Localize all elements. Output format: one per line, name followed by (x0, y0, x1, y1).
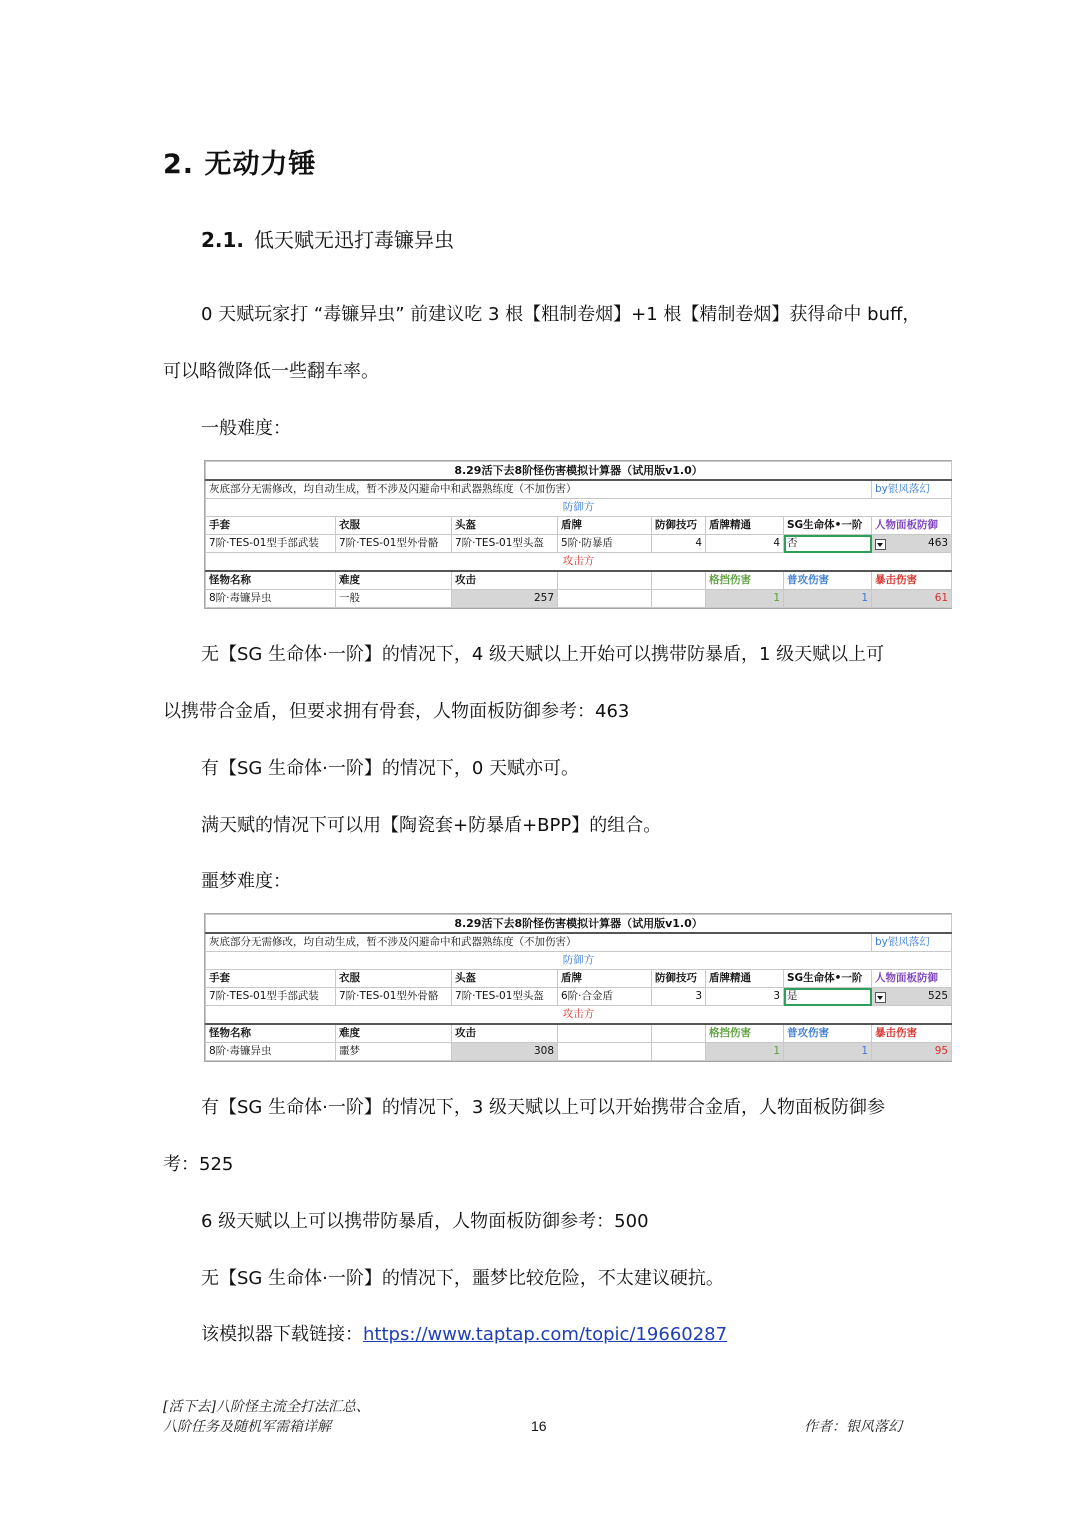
monster-header-cell: 难度 (336, 1024, 452, 1043)
shield-mastery-cell[interactable]: 3 (706, 988, 784, 1006)
monster-header-cell: 怪物名称 (206, 1024, 336, 1043)
helmet-cell[interactable]: 7阶·TES-01型头盔 (452, 535, 558, 553)
section-number: 2. (163, 149, 195, 180)
monster-name-cell[interactable]: 8阶·毒镰异虫 (206, 1043, 336, 1061)
header-cell: 人物面板防御 (872, 970, 952, 988)
intro-line-1: 0 天赋玩家打 “毒镰异虫” 前建议吃 3 根【粗制卷烟】+1 根【精制卷烟】获得命中 buff， (201, 304, 921, 325)
difficulty-cell[interactable]: 一般 (336, 590, 452, 608)
header-cell: 衣服 (336, 970, 452, 988)
page-number: 16 (531, 1418, 547, 1434)
subsection-heading (201, 224, 454, 253)
attack-cell: 257 (452, 590, 558, 608)
monster-name-cell[interactable]: 8阶·毒镰异虫 (206, 590, 336, 608)
defender-section-label: 防御方 (206, 952, 952, 970)
calculator-note: 灰底部分无需修改，均自动生成，暂不涉及闪避命中和武器熟练度（不加伤害） (206, 480, 872, 499)
crit-damage-cell: 95 (872, 1043, 952, 1061)
calculator-credit: by银风落幻 (872, 480, 952, 499)
para-b1-line2: 考：525 (163, 1154, 234, 1175)
attack-cell: 308 (452, 1043, 558, 1061)
intro-line-2: 可以略微降低一些翻车率。 (163, 361, 379, 382)
header-cell: 人物面板防御 (872, 517, 952, 535)
monster-header-cell: 怪物名称 (206, 571, 336, 590)
header-cell: SG生命体•一阶 (784, 970, 872, 988)
monster-header-cell (652, 571, 706, 590)
empty-cell (558, 590, 652, 608)
section-title: 无动力锤 (204, 149, 317, 180)
para-a1-line2: 以携带合金盾，但要求拥有骨套，人物面板防御参考：463 (163, 701, 630, 722)
block-damage-cell: 1 (706, 1043, 784, 1061)
subsection-number: 2.1. (201, 228, 245, 252)
header-cell: 盾牌 (558, 517, 652, 535)
monster-header-cell: 攻击 (452, 1024, 558, 1043)
normal-damage-cell: 1 (784, 1043, 872, 1061)
sg-life-select-cell[interactable]: 是 (784, 988, 872, 1006)
download-line (201, 1320, 727, 1346)
calculator-title: 8.29活下去8阶怪伤害模拟计算器（试用版v1.0） (206, 915, 952, 934)
normal-difficulty-label: 一般难度： (201, 418, 291, 439)
monster-header-cell (558, 1024, 652, 1043)
shield-cell[interactable]: 5阶·防暴盾 (558, 535, 652, 553)
download-prefix: 该模拟器下载链接： (201, 1324, 363, 1345)
monster-header-cell: 格挡伤害 (706, 1024, 784, 1043)
header-cell: 盾牌精通 (706, 517, 784, 535)
attacker-section-label: 攻击方 (206, 1006, 952, 1025)
shield-cell[interactable]: 6阶·合金盾 (558, 988, 652, 1006)
glove-cell[interactable]: 7阶·TES-01型手部武装 (206, 535, 336, 553)
header-cell: 衣服 (336, 517, 452, 535)
defense-skill-cell[interactable]: 4 (652, 535, 706, 553)
footer-title-line1: [活下去]八阶怪主流全打法汇总、 (163, 1399, 370, 1415)
attacker-section-label: 攻击方 (206, 553, 952, 572)
subsection-title: 低天赋无迅打毒镰异虫 (254, 228, 455, 252)
panel-defense-cell (872, 535, 952, 553)
monster-header-cell (652, 1024, 706, 1043)
header-cell: SG生命体•一阶 (784, 517, 872, 535)
header-cell: 手套 (206, 970, 336, 988)
panel-defense-cell (872, 988, 952, 1006)
shield-mastery-cell[interactable]: 4 (706, 535, 784, 553)
panel-defense-value: 463 (928, 537, 949, 549)
header-cell: 盾牌 (558, 970, 652, 988)
dropdown-arrow-icon[interactable] (875, 992, 886, 1003)
panel-defense-value: 525 (928, 990, 949, 1002)
para-a2: 有【SG 生命体·一阶】的情况下，0 天赋亦可。 (201, 758, 579, 779)
footer-left (163, 1396, 370, 1436)
calculator-note: 灰底部分无需修改，均自动生成，暂不涉及闪避命中和武器熟练度（不加伤害） (206, 933, 872, 952)
glove-cell[interactable]: 7阶·TES-01型手部武装 (206, 988, 336, 1006)
monster-header-cell (558, 571, 652, 590)
para-a3: 满天赋的情况下可以用【陶瓷套+防暴盾+BPP】的组合。 (201, 815, 662, 836)
para-b3: 无【SG 生命体·一阶】的情况下，噩梦比较危险，不太建议硬抗。 (201, 1268, 724, 1289)
crit-damage-cell: 61 (872, 590, 952, 608)
section-heading (163, 142, 316, 181)
header-cell: 盾牌精通 (706, 970, 784, 988)
header-cell: 手套 (206, 517, 336, 535)
monster-header-cell: 暴击伤害 (872, 1024, 952, 1043)
defender-section-label: 防御方 (206, 499, 952, 517)
empty-cell (652, 1043, 706, 1061)
armor-cell[interactable]: 7阶·TES-01型外骨骼 (336, 988, 452, 1006)
monster-header-cell: 难度 (336, 571, 452, 590)
empty-cell (652, 590, 706, 608)
para-a1-line1: 无【SG 生命体·一阶】的情况下，4 级天赋以上开始可以携带防暴盾，1 级天赋以上可 (201, 644, 885, 665)
header-cell: 头盔 (452, 970, 558, 988)
nightmare-difficulty-label: 噩梦难度： (201, 871, 291, 892)
monster-header-cell: 攻击 (452, 571, 558, 590)
footer-author: 作者：银风落幻 (804, 1419, 902, 1435)
sg-life-select-cell[interactable]: 否 (784, 535, 872, 553)
monster-header-cell: 格挡伤害 (706, 571, 784, 590)
header-cell: 头盔 (452, 517, 558, 535)
monster-header-cell: 普攻伤害 (784, 1024, 872, 1043)
block-damage-cell: 1 (706, 590, 784, 608)
footer-title-line2: 八阶任务及随机军需箱详解 (163, 1419, 331, 1435)
calculator-nightmare (204, 913, 952, 1062)
difficulty-cell[interactable]: 噩梦 (336, 1043, 452, 1061)
para-b1-line1: 有【SG 生命体·一阶】的情况下，3 级天赋以上可以开始携带合金盾，人物面板防御参 (201, 1097, 885, 1118)
monster-header-cell: 暴击伤害 (872, 571, 952, 590)
armor-cell[interactable]: 7阶·TES-01型外骨骼 (336, 535, 452, 553)
para-b2: 6 级天赋以上可以携带防暴盾，人物面板防御参考：500 (201, 1211, 649, 1232)
defense-skill-cell[interactable]: 3 (652, 988, 706, 1006)
calculator-normal (204, 460, 952, 609)
header-cell: 防御技巧 (652, 517, 706, 535)
dropdown-arrow-icon[interactable] (875, 539, 886, 550)
calculator-title: 8.29活下去8阶怪伤害模拟计算器（试用版v1.0） (206, 462, 952, 481)
normal-damage-cell: 1 (784, 590, 872, 608)
header-cell: 防御技巧 (652, 970, 706, 988)
download-link[interactable]: https://www.taptap.com/topic/19660287 (363, 1324, 728, 1345)
monster-header-cell: 普攻伤害 (784, 571, 872, 590)
empty-cell (558, 1043, 652, 1061)
helmet-cell[interactable]: 7阶·TES-01型头盔 (452, 988, 558, 1006)
calculator-credit: by银风落幻 (872, 933, 952, 952)
